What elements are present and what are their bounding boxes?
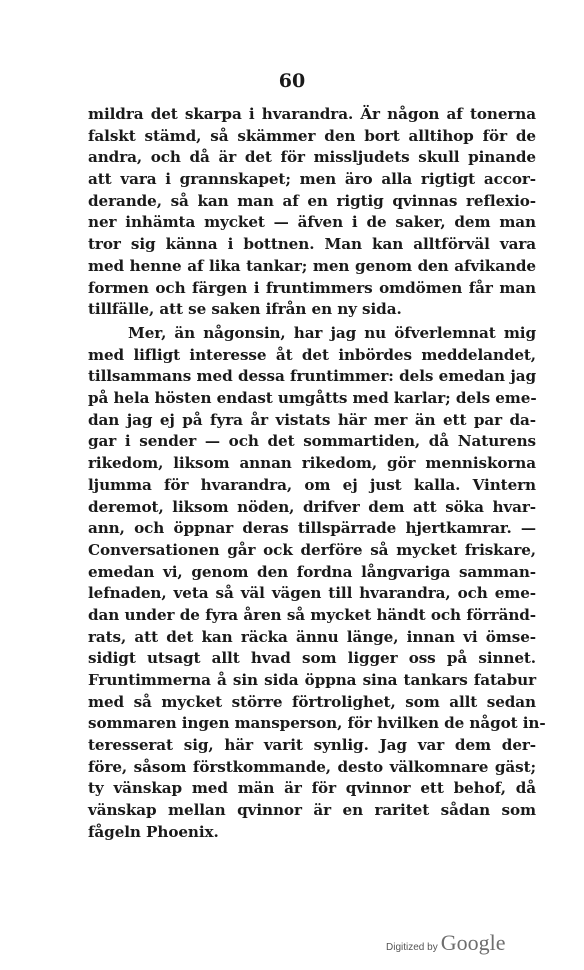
text-line: ty vänskap med män är för qvinnor ett behof, då [88,779,536,798]
text-line: med så mycket större förtrolighet, som allt sedan [88,692,536,711]
text-line: rats, att det kan räcka ännu länge, innan vi ömse- [88,627,536,646]
text-line: mildra det skarpa i hvarandra. Är någon af tonerna [88,105,536,123]
text-line: formen och färgen i fruntimmers omdömen får man [88,278,536,297]
page-number: 60 [278,70,306,92]
text-line: rikedom, liksom annan rikedom, gör menniskorna [88,454,536,473]
text-line: tillsammans med dessa fruntimmer: dels emedan jag [88,367,536,386]
text-line: emedan vi, genom den fordna långvariga samman- [88,562,536,581]
text-line: på hela hösten endast umgåtts med karlar; dels eme- [88,389,537,408]
text-line: dan jag ej på fyra år vistats här mer än ett par da- [88,410,536,429]
paragraph-1 [88,104,536,321]
text-line: teresserat sig, här varit synlig. Jag var dem der- [88,736,536,755]
text-line: deremot, liksom nöden, drifver dem att söka hvar- [88,497,536,516]
text-line: Fruntimmerna å sin sida öppna sina tankars fatabur [88,671,536,689]
text-line: med lifligt interesse åt det inbördes meddelandet, [88,345,536,364]
text-line: falskt stämd, så skämmer den bort alltihop för de [88,126,536,145]
text-line: ljumma för hvarandra, om ej just kalla. Vintern [88,475,536,494]
text-line: tror sig känna i bottnen. Man kan alltförväl vara [88,235,536,254]
digitized-by-watermark [386,930,505,956]
text-line: tillfälle, att se saken ifrån en ny sida. [88,300,402,319]
text-line: sommaren ingen mansperson, för hvilken de något in- [88,714,546,733]
google-logo: Google [440,930,506,955]
paragraph-2 [88,323,546,844]
text-line: andra, och då är det för missljudets skull pinande [88,148,536,167]
text-line: dan under de fyra åren så mycket händt och förränd- [88,605,536,624]
text-line: Mer, än någonsin, har jag nu öfverlemnat mig [128,324,536,342]
text-line: att vara i grannskapet; men äro alla rigtigt accor- [88,170,536,189]
text-line: före, såsom förstkommande, desto välkomnare gäst; [88,757,536,776]
text-line: gar i sender — och det sommartiden, då Naturens [88,432,536,451]
text-line: vänskap mellan qvinnor är en raritet sådan som [88,801,536,820]
text-line: Conversationen går ock derföre så mycket friskare, [88,540,536,559]
text-line: ann, och öppnar deras tillspärrade hjertkamrar. — [88,519,536,538]
text-line: ner inhämta mycket — äfven i de saker, dem man [88,213,536,232]
text-line: sidigt utsagt allt hvad som ligger oss på sinnet. [88,649,536,668]
text-line: derande, så kan man af en rigtig qvinnas reflexio- [88,191,536,210]
text-line: fågeln Phoenix. [88,822,219,841]
text-line: med henne af lika tankar; men genom den afvikande [88,256,536,275]
digitized-by-label: Digitized by [386,942,438,953]
text-line: lefnaden, veta så väl vägen till hvarandra, och eme- [88,584,536,603]
